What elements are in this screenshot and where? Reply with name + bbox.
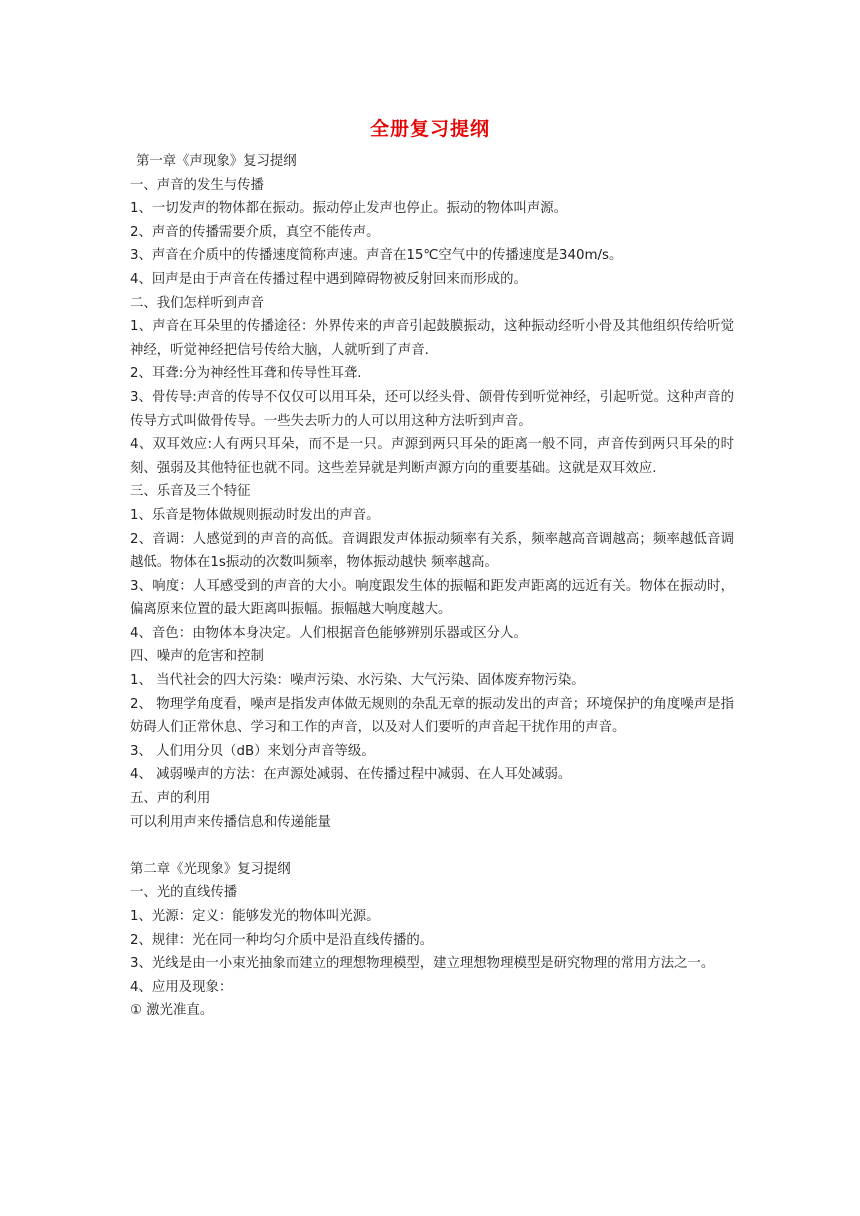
paragraph-line: 3、声音在介质中的传播速度简称声速。声音在15℃空气中的传播速度是340m/s。 bbox=[130, 248, 623, 264]
paragraph-line: 2、耳聋:分为神经性耳聋和传导性耳聋. bbox=[130, 366, 362, 382]
section-heading: 二、我们怎样听到声音 bbox=[130, 295, 264, 311]
paragraph-line: 4、回声是由于声音在传播过程中遇到障碍物被反射回来而形成的。 bbox=[130, 271, 527, 287]
paragraph-line: 1、光源：定义：能够发光的物体叫光源。 bbox=[130, 909, 380, 924]
section-heading: 一、光的直线传播 bbox=[130, 885, 238, 901]
paragraph-line: 2、音调：人感觉到的声音的高低。音调跟发声体振动频率有关系，频率越高音调越高；频率越低音调越低。物体在1s振动的次数叫频率，物体振动越快 频率越高。 bbox=[130, 531, 734, 571]
paragraph-line: 2、 物理学角度看，噪声是指发声体做无规则的杂乱无章的振动发出的声音；环境保护的角度噪声是指妨碍人们正常休息、学习和工作的声音，以及对人们要听的声音起干扰作用的声音。 bbox=[130, 696, 734, 736]
paragraph-line: 3、骨传导:声音的传导不仅仅可以用耳朵，还可以经头骨、颌骨传到听觉神经，引起听觉。这种声音的传导方式叫做骨传导。一些失去听力的人可以用这种方法听到声音。 bbox=[130, 389, 734, 429]
paragraph-line: 4、应用及现象： bbox=[130, 979, 233, 995]
blank-line bbox=[130, 834, 734, 858]
paragraph-line: 3、 人们用分贝（dB）来划分声音等级。 bbox=[130, 743, 375, 759]
document-title: 全册复习提纲 bbox=[369, 118, 490, 140]
paragraph-line: 1、一切发声的物体都在振动。振动停止发声也停止。振动的物体叫声源。 bbox=[130, 201, 568, 217]
paragraph-line: 4、音色：由物体本身决定。人们根据音色能够辨别乐器或区分人。 bbox=[130, 625, 527, 641]
paragraph-line: 1、 当代社会的四大污染：噪声污染、水污染、大气污染、固体废弃物污染。 bbox=[130, 673, 585, 689]
document-body bbox=[130, 150, 734, 1023]
paragraph-line: 2、声音的传播需要介质，真空不能传声。 bbox=[130, 224, 380, 240]
paragraph-line: 可以利用声来传播信息和传递能量 bbox=[130, 814, 331, 830]
section-heading: 一、声音的发生与传播 bbox=[130, 177, 264, 193]
paragraph-line: 4、双耳效应:人有两只耳朵，而不是一只。声源到两只耳朵的距离一般不同，声音传到两只耳朵的时刻、强弱及其他特征也就不同。这些差异就是判断声源方向的重要基础。这就是双耳效应. bbox=[130, 437, 734, 476]
section-heading: 第二章《光现象》复习提纲 bbox=[130, 861, 291, 877]
paragraph-line: 4、 减弱噪声的方法：在声源处减弱、在传播过程中减弱、在人耳处减弱。 bbox=[130, 767, 572, 783]
paragraph-line: 1、声音在耳朵里的传播途径：外界传来的声音引起鼓膜振动，这种振动经听小骨及其他组织传给听觉神经，听觉神经把信号传给大脑，人就听到了声音. bbox=[130, 319, 734, 358]
paragraph-line: ① 激光准直。 bbox=[130, 1003, 214, 1019]
section-heading: 第一章《声现象》复习提纲 bbox=[136, 154, 297, 169]
section-heading: 三、乐音及三个特征 bbox=[130, 484, 251, 500]
paragraph-line: 3、响度：人耳感受到的声音的大小。响度跟发生体的振幅和距发声距离的远近有关。物体在振动时，偏离原来位置的最大距离叫振幅。振幅越大响度越大。 bbox=[130, 578, 734, 618]
section-heading: 四、噪声的危害和控制 bbox=[130, 649, 264, 665]
paragraph-line: 3、光线是由一小束光抽象而建立的理想物理模型，建立理想物理模型是研究物理的常用方法之一。 bbox=[130, 956, 715, 972]
section-heading: 五、声的利用 bbox=[130, 791, 211, 807]
paragraph-line: 1、乐音是物体做规则振动时发出的声音。 bbox=[130, 507, 380, 523]
paragraph-line: 2、规律：光在同一种均匀介质中是沿直线传播的。 bbox=[130, 932, 434, 948]
